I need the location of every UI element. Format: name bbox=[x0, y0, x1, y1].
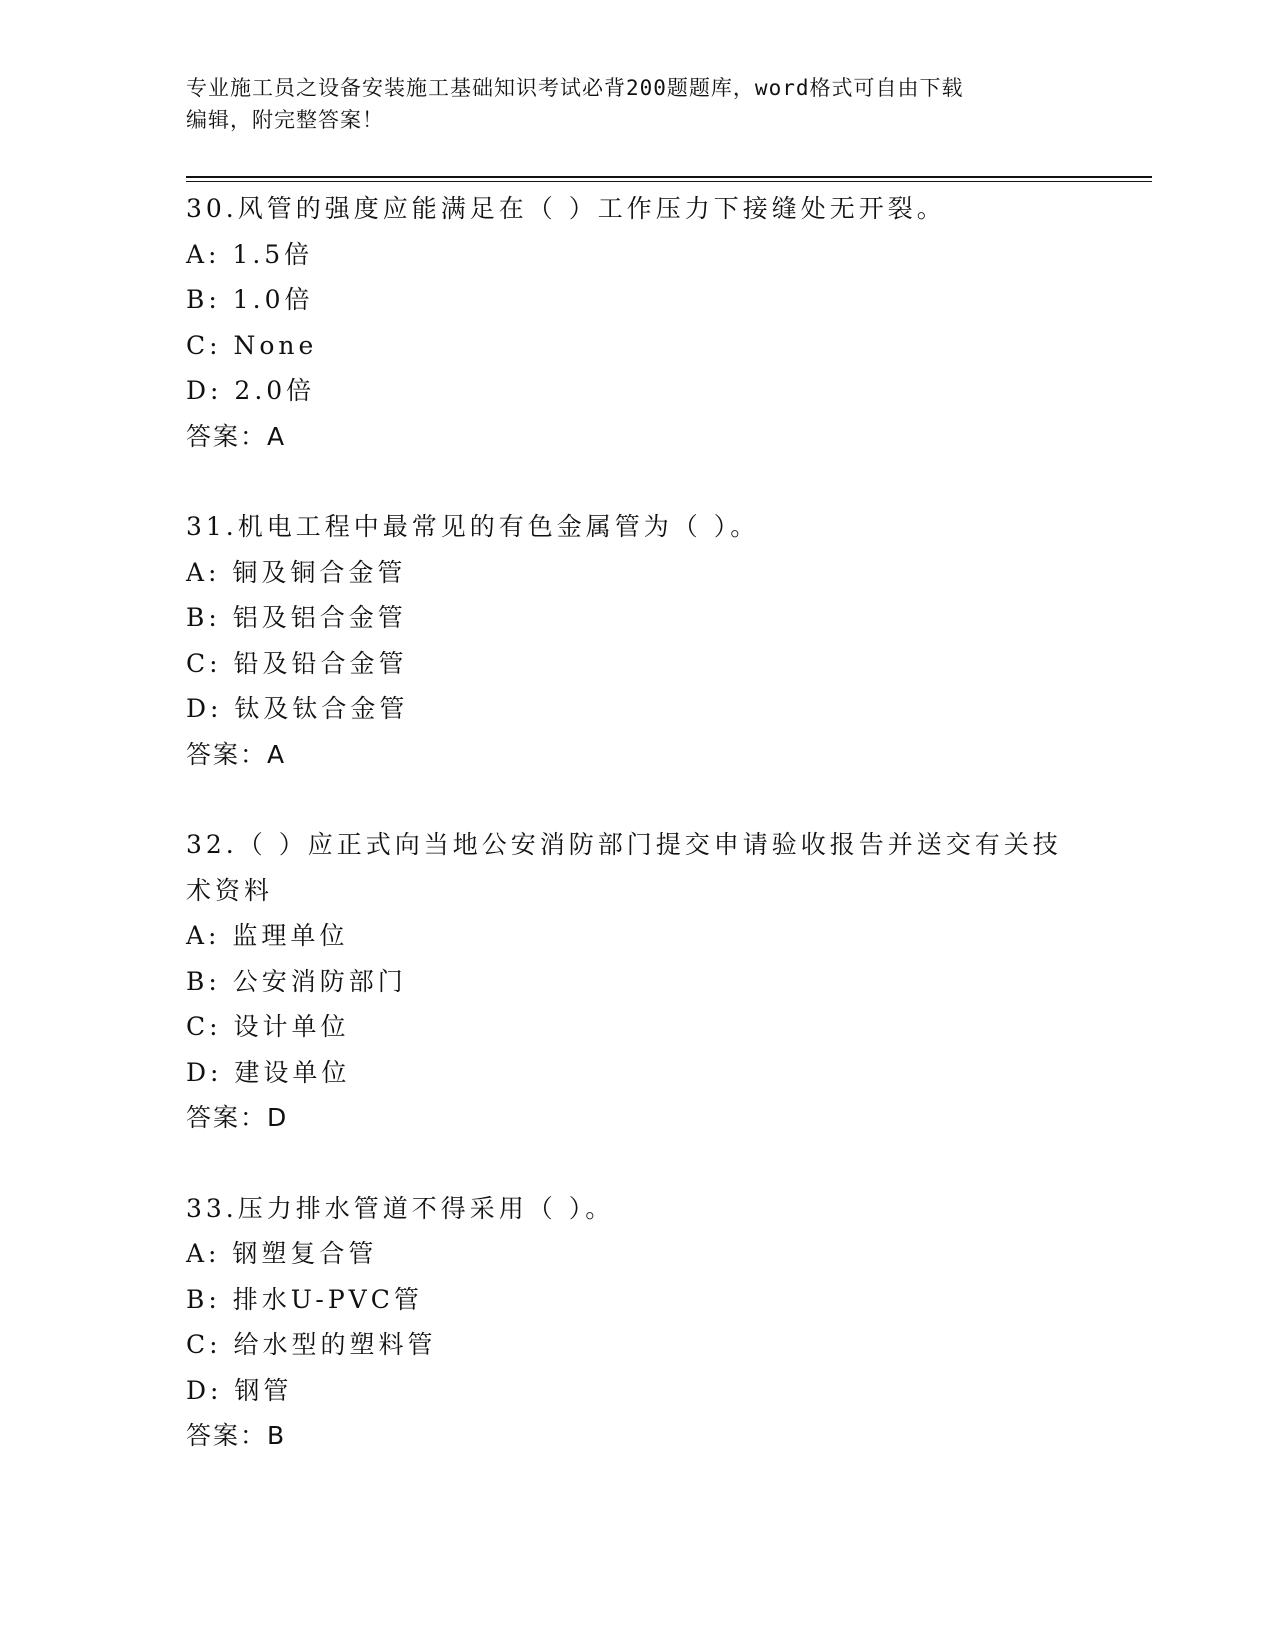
header-divider-thin bbox=[186, 181, 1152, 182]
question-stem: 32.（ ）应正式向当地公安消防部门提交申请验收报告并送交有关技术资料 bbox=[186, 830, 1062, 905]
option-b: B: 排水U-PVC管 bbox=[186, 1284, 423, 1314]
option-a: A: 铜及铜合金管 bbox=[186, 557, 407, 587]
option-c: C: 设计单位 bbox=[186, 1012, 350, 1041]
option-b: B: 公安消防部门 bbox=[186, 966, 407, 996]
option-c: C: 铅及铅合金管 bbox=[186, 648, 408, 678]
header-divider-thick bbox=[186, 176, 1152, 178]
option-a: A: 1.5倍 bbox=[186, 239, 314, 269]
option-c: C: None bbox=[186, 330, 318, 360]
question-stem: 30.风管的强度应能满足在（ ）工作压力下接缝处无开裂。 bbox=[186, 194, 946, 223]
option-d: D: 钢管 bbox=[186, 1375, 293, 1405]
option-a: A: 监理单位 bbox=[186, 921, 349, 950]
option-a: A: 钢塑复合管 bbox=[186, 1239, 378, 1268]
option-b: B: 铝及铝合金管 bbox=[186, 603, 407, 632]
answer: 答案：A bbox=[186, 739, 287, 769]
option-b: B: 1.0倍 bbox=[186, 285, 314, 314]
question-30 bbox=[186, 186, 1086, 459]
document-header bbox=[186, 72, 1086, 136]
answer: 答案：D bbox=[186, 1103, 289, 1132]
option-c: C: 给水型的塑料管 bbox=[186, 1330, 437, 1359]
question-31 bbox=[186, 504, 1086, 777]
header-title-line-1: 专业施工员之设备安装施工基础知识考试必背200题题库，word格式可自由下载 bbox=[186, 76, 964, 100]
header-title-line-2: 编辑，附完整答案！ bbox=[186, 108, 384, 132]
question-stem: 31.机电工程中最常见的有色金属管为（ ）。 bbox=[186, 512, 760, 541]
question-32 bbox=[186, 822, 1086, 1141]
option-d: D: 钛及钛合金管 bbox=[186, 694, 409, 723]
answer: 答案：B bbox=[186, 1421, 287, 1450]
answer: 答案：A bbox=[186, 421, 287, 451]
option-d: D: 2.0倍 bbox=[186, 376, 316, 405]
question-33 bbox=[186, 1186, 1086, 1459]
question-list bbox=[186, 186, 1086, 1504]
option-d: D: 建设单位 bbox=[186, 1057, 351, 1087]
question-stem: 33.压力排水管道不得采用（ ）。 bbox=[186, 1193, 615, 1223]
